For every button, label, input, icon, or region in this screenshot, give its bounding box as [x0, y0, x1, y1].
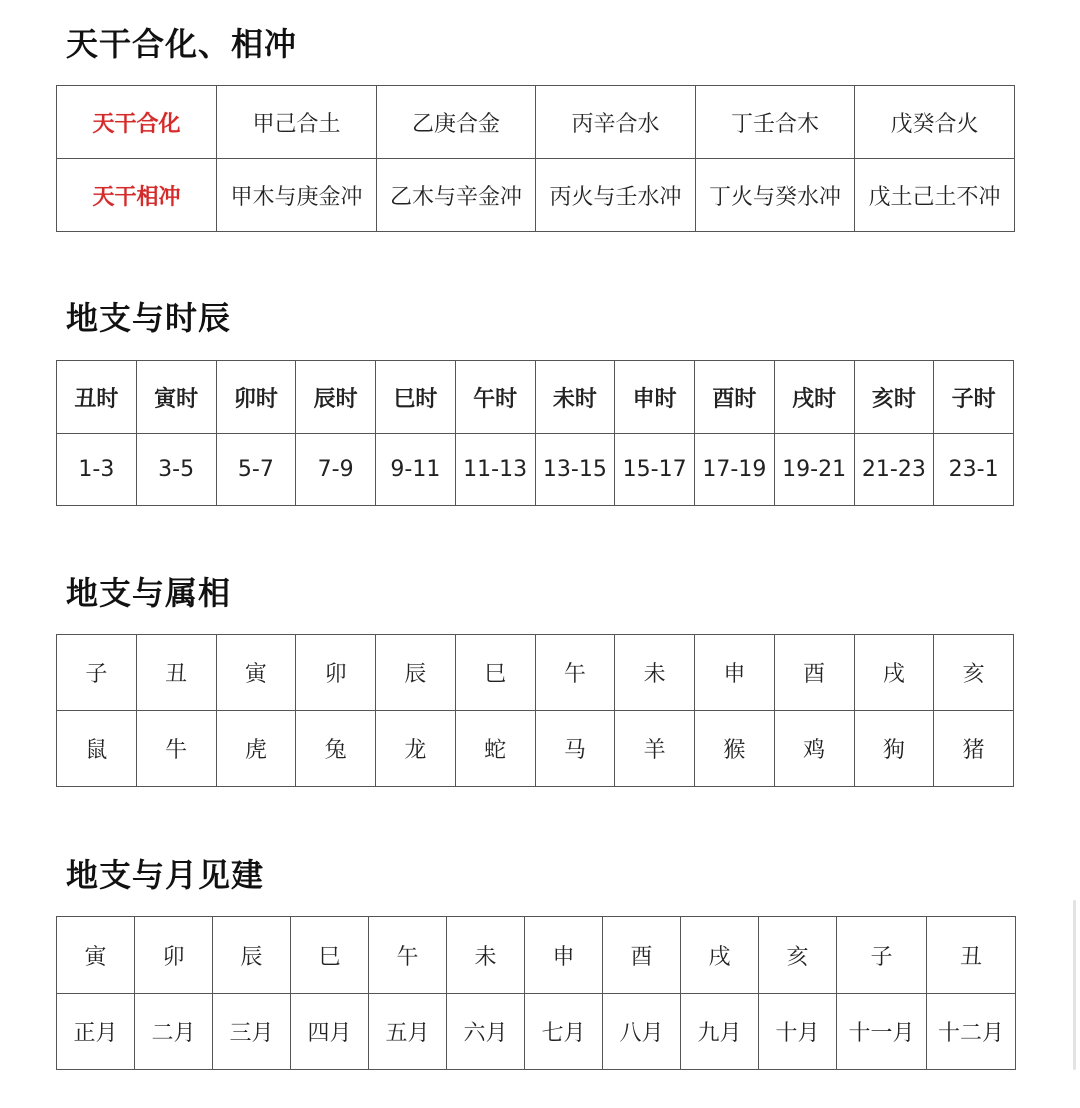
branch-cell: 卯: [296, 635, 376, 711]
branch-cell: 酉: [774, 635, 854, 711]
month-cell: 十二月: [927, 994, 1016, 1070]
hour-name-cell: 酉时: [695, 361, 775, 434]
months-table: [56, 916, 1016, 1070]
animal-cell: 鸡: [774, 711, 854, 787]
animal-cell: 狗: [854, 711, 934, 787]
animal-cell: 羊: [615, 711, 695, 787]
branch-cell: 戌: [854, 635, 934, 711]
zodiac-branches-row: [57, 635, 1014, 711]
hour-range-cell: 3-5: [136, 434, 216, 506]
zodiac-animals-row: [57, 711, 1014, 787]
animal-cell: 马: [535, 711, 615, 787]
hour-range-cell: 5-7: [216, 434, 296, 506]
stems-table: [56, 85, 1015, 232]
month-cell: 六月: [447, 994, 525, 1070]
branch-cell: 辰: [213, 917, 291, 994]
branch-cell: 丑: [136, 635, 216, 711]
month-cell: 八月: [603, 994, 681, 1070]
animal-cell: 猪: [934, 711, 1014, 787]
branch-cell: 卯: [135, 917, 213, 994]
hour-range-cell: 9-11: [376, 434, 456, 506]
hour-range-cell: 1-3: [57, 434, 137, 506]
month-cell: 七月: [525, 994, 603, 1070]
hour-name-cell: 戌时: [774, 361, 854, 434]
hour-range-cell: 7-9: [296, 434, 376, 506]
table-cell: 乙庚合金: [377, 86, 536, 159]
branch-cell: 申: [525, 917, 603, 994]
hour-name-cell: 卯时: [216, 361, 296, 434]
table-cell: 戊土己土不冲: [855, 159, 1015, 232]
stems-row-clash: [57, 159, 1015, 232]
animal-cell: 猴: [695, 711, 775, 787]
hour-range-cell: 11-13: [455, 434, 535, 506]
branch-cell: 亥: [934, 635, 1014, 711]
month-cell: 十一月: [837, 994, 927, 1070]
hour-name-cell: 丑时: [57, 361, 137, 434]
section-title-months: 地支与月见建: [66, 856, 265, 894]
branch-cell: 午: [535, 635, 615, 711]
hour-range-cell: 21-23: [854, 434, 934, 506]
month-cell: 三月: [213, 994, 291, 1070]
table-cell: 丙辛合水: [536, 86, 696, 159]
branch-cell: 寅: [57, 917, 135, 994]
hour-range-cell: 15-17: [615, 434, 695, 506]
branch-cell: 辰: [376, 635, 456, 711]
table-cell: 丙火与壬水冲: [536, 159, 696, 232]
table-cell: 丁火与癸水冲: [696, 159, 855, 232]
month-cell: 四月: [291, 994, 369, 1070]
stems-row-combine: [57, 86, 1015, 159]
animal-cell: 牛: [136, 711, 216, 787]
table-cell: 甲木与庚金冲: [217, 159, 377, 232]
branch-cell: 丑: [927, 917, 1016, 994]
branch-cell: 未: [615, 635, 695, 711]
table-cell: 戊癸合火: [855, 86, 1015, 159]
hour-name-cell: 亥时: [854, 361, 934, 434]
month-cell: 十月: [759, 994, 837, 1070]
branch-cell: 子: [57, 635, 137, 711]
table-cell: 丁壬合木: [696, 86, 855, 159]
branch-cell: 寅: [216, 635, 296, 711]
hour-name-cell: 子时: [934, 361, 1014, 434]
branch-cell: 戌: [681, 917, 759, 994]
section-title-stems: 天干合化、相冲: [66, 25, 298, 63]
zodiac-table: [56, 634, 1014, 787]
row-head-clash: 天干相冲: [57, 159, 217, 232]
months-names-row: [57, 994, 1016, 1070]
branch-cell: 巳: [291, 917, 369, 994]
branch-cell: 亥: [759, 917, 837, 994]
branch-cell: 子: [837, 917, 927, 994]
hour-name-cell: 巳时: [376, 361, 456, 434]
hour-range-cell: 13-15: [535, 434, 615, 506]
row-head-combine: 天干合化: [57, 86, 217, 159]
animal-cell: 鼠: [57, 711, 137, 787]
hour-name-cell: 申时: [615, 361, 695, 434]
animal-cell: 兔: [296, 711, 376, 787]
month-cell: 五月: [369, 994, 447, 1070]
hour-range-cell: 23-1: [934, 434, 1014, 506]
scrollbar[interactable]: [1073, 900, 1076, 1070]
hours-table: [56, 360, 1014, 506]
section-title-zodiac: 地支与属相: [66, 574, 232, 612]
table-cell: 乙木与辛金冲: [377, 159, 536, 232]
hour-name-cell: 辰时: [296, 361, 376, 434]
months-branches-row: [57, 917, 1016, 994]
table-cell: 甲己合土: [217, 86, 377, 159]
section-title-hours: 地支与时辰: [66, 299, 232, 337]
animal-cell: 虎: [216, 711, 296, 787]
branch-cell: 酉: [603, 917, 681, 994]
month-cell: 正月: [57, 994, 135, 1070]
hour-range-cell: 17-19: [695, 434, 775, 506]
hour-range-cell: 19-21: [774, 434, 854, 506]
animal-cell: 蛇: [455, 711, 535, 787]
hours-ranges-row: [57, 434, 1014, 506]
month-cell: 二月: [135, 994, 213, 1070]
hour-name-cell: 未时: [535, 361, 615, 434]
branch-cell: 巳: [455, 635, 535, 711]
branch-cell: 申: [695, 635, 775, 711]
animal-cell: 龙: [376, 711, 456, 787]
branch-cell: 午: [369, 917, 447, 994]
hours-names-row: [57, 361, 1014, 434]
hour-name-cell: 寅时: [136, 361, 216, 434]
hour-name-cell: 午时: [455, 361, 535, 434]
month-cell: 九月: [681, 994, 759, 1070]
branch-cell: 未: [447, 917, 525, 994]
